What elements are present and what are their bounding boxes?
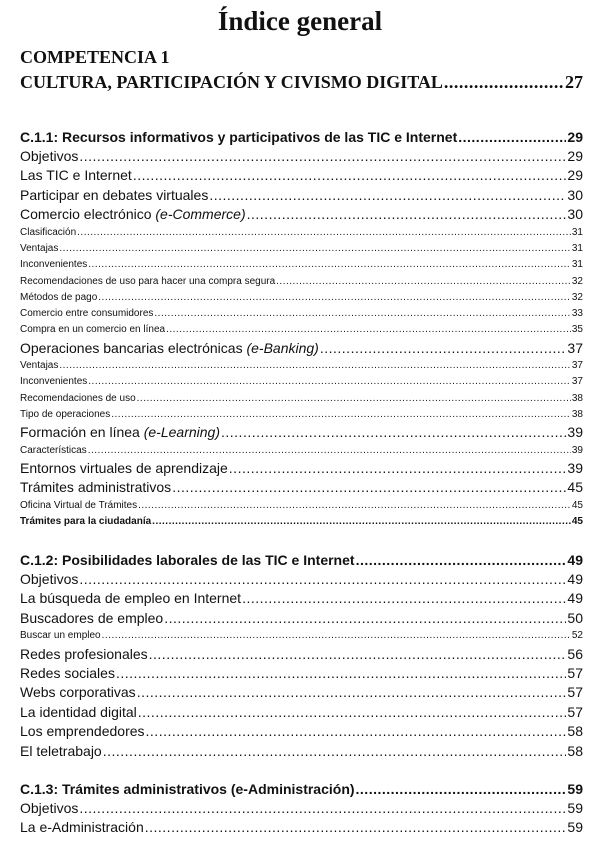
- entry-label: [20, 374, 87, 390]
- toc-entry[interactable]: [20, 628, 583, 644]
- dot-leader: [116, 664, 566, 682]
- dot-leader: [88, 443, 571, 459]
- toc-entry[interactable]: [20, 443, 583, 459]
- toc-entry[interactable]: [20, 391, 583, 407]
- toc-entry[interactable]: [20, 306, 583, 322]
- entry-text: Inconvenientes: [20, 376, 88, 388]
- entry-page: 39: [567, 460, 583, 476]
- entry-text: Objetivos: [20, 148, 79, 164]
- section-title: C.1.2: Posibilidades laborales de las TIC e Internet: [20, 552, 355, 568]
- dot-leader: [276, 274, 571, 290]
- entry-page: 52: [571, 630, 583, 642]
- dot-leader: [103, 742, 567, 760]
- entry-label: [20, 186, 208, 204]
- dot-leader: [242, 589, 566, 607]
- entry-text: Comercio entre consumidores: [20, 308, 154, 320]
- toc-entry[interactable]: [20, 241, 583, 257]
- section-page: 29: [567, 129, 583, 145]
- section-heading[interactable]: [20, 128, 583, 146]
- entry-page: 45: [571, 516, 583, 528]
- dot-leader: [247, 205, 567, 223]
- toc-entry[interactable]: [20, 703, 583, 721]
- entry-label: [20, 628, 101, 644]
- entry-text: Operaciones bancarias electrónicas: [20, 339, 243, 356]
- toc-entry[interactable]: [20, 498, 583, 514]
- entry-label: [20, 274, 275, 290]
- toc-entry[interactable]: [20, 166, 583, 184]
- entry-page: 29: [567, 167, 583, 184]
- toc-entry[interactable]: [20, 290, 583, 306]
- entry-page: 57: [567, 703, 583, 720]
- entry-text: Clasificación: [20, 226, 77, 238]
- dot-leader: [138, 498, 571, 514]
- entry-label: [20, 166, 132, 184]
- toc-entry[interactable]: [20, 459, 583, 477]
- entry-text: Inconvenientes: [20, 259, 88, 271]
- dot-leader: [145, 818, 567, 836]
- entry-label: [20, 290, 97, 306]
- entry-page: 32: [571, 291, 583, 303]
- entry-page: 37: [571, 376, 583, 388]
- entry-label: [20, 609, 163, 627]
- entry-page: 59: [567, 819, 583, 836]
- dot-leader: [138, 703, 567, 721]
- entry-page: 39: [567, 424, 583, 441]
- dot-leader: [133, 166, 567, 184]
- entry-label: [20, 498, 137, 514]
- entry-text: Características: [20, 444, 87, 456]
- entry-text: Participar en debates virtuales: [20, 186, 209, 203]
- entry-label: [20, 703, 137, 721]
- dot-leader: [166, 322, 571, 338]
- dot-leader: [137, 391, 571, 407]
- dot-leader: [356, 780, 567, 798]
- entry-page: 33: [571, 308, 583, 320]
- entry-text: Los emprendedores: [20, 723, 145, 740]
- entry-italic-term: (e-Commerce): [155, 206, 246, 223]
- toc-entry[interactable]: [20, 147, 583, 165]
- entry-page: 57: [567, 664, 583, 681]
- entry-label: [20, 589, 241, 607]
- section-page: 49: [567, 552, 583, 568]
- dot-leader: [111, 407, 571, 423]
- entry-label: [20, 257, 87, 273]
- dot-leader: [164, 609, 566, 627]
- toc-entry[interactable]: [20, 322, 583, 338]
- toc-entry[interactable]: [20, 186, 583, 204]
- competencia-subtitle: CULTURA, PARTICIPACIÓN Y CIVISMO DIGITAL: [20, 72, 443, 92]
- toc-entry[interactable]: [20, 683, 583, 701]
- entry-text: Trámites para la ciudadanía: [20, 516, 152, 528]
- entry-text: Recomendaciones de uso para hacer una compra segura: [20, 275, 276, 287]
- entry-label: [20, 664, 115, 682]
- entry-label: [20, 818, 144, 836]
- entry-label: [20, 570, 78, 588]
- competencia-page: 27: [565, 72, 583, 92]
- entry-label: [20, 241, 58, 257]
- competencia-heading: [20, 70, 583, 94]
- entry-text: Webs corporativas: [20, 684, 136, 701]
- entry-text: Recomendaciones de uso: [20, 392, 136, 404]
- entry-label: [20, 322, 165, 338]
- toc-entry[interactable]: [20, 339, 583, 357]
- entry-text: Buscar un empleo: [20, 630, 101, 642]
- entry-text: Ventajas: [20, 360, 59, 372]
- entry-label: [20, 306, 153, 322]
- toc-entry[interactable]: [20, 818, 583, 836]
- entry-label: [20, 645, 148, 663]
- entry-label: [20, 407, 110, 423]
- entry-text: Redes profesionales: [20, 645, 148, 662]
- dot-leader: [98, 290, 571, 306]
- toc-entry[interactable]: [20, 645, 583, 663]
- entry-text: La e-Administración: [20, 819, 144, 836]
- entry-italic-term: (e-Learning): [143, 424, 220, 441]
- toc-entry[interactable]: [20, 742, 583, 760]
- entry-label: [20, 799, 78, 817]
- toc-entry[interactable]: [20, 799, 583, 817]
- entry-label: [20, 147, 78, 165]
- dot-leader: [88, 374, 571, 390]
- entry-label: [20, 443, 87, 459]
- dot-leader: [59, 241, 571, 257]
- entry-text: La identidad digital: [20, 703, 137, 720]
- section-page: 59: [567, 781, 583, 797]
- entry-text: Métodos de pago: [20, 291, 98, 303]
- dot-leader: [152, 514, 571, 530]
- dot-leader: [356, 551, 567, 569]
- entry-page: 39: [571, 444, 583, 456]
- entry-page: 58: [567, 742, 583, 759]
- entry-label: [20, 514, 151, 530]
- entry-italic-term: (e-Banking): [246, 339, 319, 356]
- entry-label: [20, 339, 319, 357]
- dot-leader: [154, 306, 570, 322]
- toc-entry[interactable]: [20, 407, 583, 423]
- entry-page: 45: [571, 499, 583, 511]
- dot-leader: [59, 358, 571, 374]
- entry-page: 45: [567, 479, 583, 496]
- section-heading[interactable]: [20, 780, 583, 798]
- entry-label: [20, 742, 102, 760]
- entry-text: Redes sociales: [20, 664, 115, 681]
- toc-entry[interactable]: [20, 423, 583, 441]
- entry-text: Comercio electrónico: [20, 206, 152, 223]
- toc-entry[interactable]: [20, 225, 583, 241]
- entry-text: Objetivos: [20, 571, 79, 587]
- toc-entry[interactable]: [20, 478, 583, 496]
- toc-entry[interactable]: [20, 609, 583, 627]
- dot-leader: [221, 423, 566, 441]
- entry-page: 29: [567, 148, 583, 164]
- toc-entry[interactable]: [20, 374, 583, 390]
- toc-entry[interactable]: [20, 205, 583, 223]
- entry-label: [20, 478, 171, 496]
- entry-page: 35: [571, 324, 583, 336]
- entry-page: 31: [571, 226, 583, 238]
- entry-page: 49: [567, 571, 583, 587]
- entry-page: 59: [567, 800, 583, 816]
- entry-page: 50: [567, 609, 583, 626]
- entry-page: 37: [571, 360, 583, 372]
- entry-text: Compra en un comercio en línea: [20, 324, 166, 336]
- dot-leader: [444, 70, 564, 94]
- competencia-label: COMPETENCIA 1: [20, 47, 170, 67]
- section-title: C.1.1: Recursos informativos y participativos de las TIC e Internet: [20, 129, 458, 145]
- entry-page: 30: [567, 206, 583, 223]
- entry-text: Buscadores de empleo: [20, 609, 164, 626]
- dot-leader: [320, 339, 567, 357]
- section-title: C.1.3: Trámites administrativos (e-Administración): [20, 781, 355, 797]
- entry-text: Trámites administrativos: [20, 479, 172, 496]
- entry-text: Las TIC e Internet: [20, 167, 132, 184]
- entry-label: [20, 722, 145, 740]
- dot-leader: [77, 225, 571, 241]
- entry-page: 30: [567, 186, 583, 203]
- toc-entry[interactable]: [20, 257, 583, 273]
- dot-leader: [209, 186, 566, 204]
- dot-leader: [88, 257, 571, 273]
- toc-entry[interactable]: [20, 358, 583, 374]
- section-heading[interactable]: [20, 551, 583, 569]
- entry-page: 37: [567, 339, 583, 356]
- entry-text: Ventajas: [20, 242, 59, 254]
- toc-entry[interactable]: [20, 722, 583, 740]
- dot-leader: [458, 128, 566, 146]
- dot-leader: [79, 799, 566, 817]
- dot-leader: [229, 459, 567, 477]
- entry-text: Entornos virtuales de aprendizaje: [20, 460, 228, 476]
- toc-entry[interactable]: [20, 589, 583, 607]
- entry-label: [20, 358, 58, 374]
- dot-leader: [172, 478, 566, 496]
- entry-label: [20, 205, 246, 223]
- entry-label: [20, 423, 220, 441]
- page-title: Índice general: [217, 6, 383, 36]
- entry-page: 38: [571, 392, 583, 404]
- dot-leader: [149, 645, 567, 663]
- entry-page: 38: [571, 409, 583, 420]
- entry-text: Objetivos: [20, 800, 79, 816]
- toc-entry[interactable]: [20, 570, 583, 588]
- entry-text: La búsqueda de empleo en Internet: [20, 590, 242, 607]
- dot-leader: [146, 722, 567, 740]
- entry-page: 31: [571, 259, 583, 271]
- entry-page: 58: [567, 723, 583, 740]
- entry-label: [20, 683, 136, 701]
- toc-entry[interactable]: [20, 274, 583, 290]
- entry-label: [20, 459, 228, 477]
- entry-text: Formación en línea: [20, 424, 140, 441]
- entry-label: [20, 225, 76, 241]
- toc-entry[interactable]: [20, 664, 583, 682]
- entry-page: 56: [567, 645, 583, 662]
- dot-leader: [79, 570, 566, 588]
- dot-leader: [102, 628, 571, 644]
- entry-page: 31: [571, 242, 583, 254]
- dot-leader: [79, 147, 566, 165]
- entry-text: Tipo de operaciones: [20, 409, 111, 420]
- entry-label: [20, 391, 136, 407]
- dot-leader: [137, 683, 567, 701]
- toc-entry[interactable]: [20, 514, 583, 530]
- entry-text: Oficina Virtual de Trámites: [20, 499, 138, 511]
- entry-page: 32: [571, 275, 583, 287]
- entry-page: 57: [567, 684, 583, 701]
- entry-page: 49: [567, 590, 583, 607]
- entry-text: El teletrabajo: [20, 742, 102, 759]
